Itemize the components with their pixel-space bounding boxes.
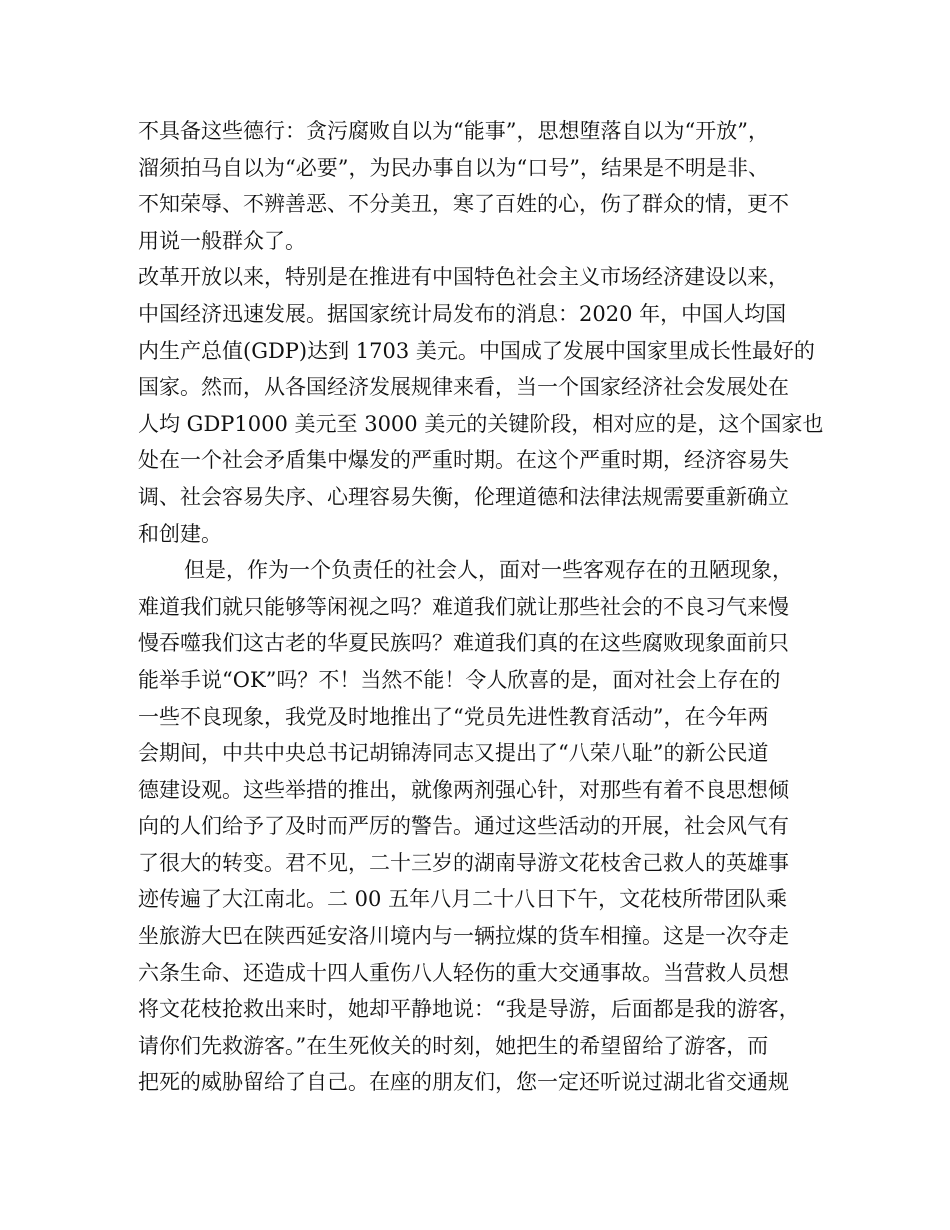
- paragraph-1: [138, 113, 818, 259]
- text-line: 一些不良现象，我党及时地推出了“党员先进性教育活动”，在今年两: [138, 704, 769, 729]
- text-line: 但是，作为一个负责任的社会人，面对一些客观存在的丑陋现象，: [184, 558, 793, 583]
- text-line: 难道我们就只能够等闲视之吗？难道我们就让那些社会的不良习气来慢: [138, 594, 789, 619]
- document-body: [138, 113, 824, 1101]
- text-line: 不知荣辱、不辨善恶、不分美丑，寒了百姓的心，伤了群众的情，更不: [138, 192, 789, 217]
- text-line: 和创建。: [138, 521, 222, 546]
- paragraph-3: [138, 552, 818, 1101]
- text-line: 人均 GDP1000 美元至 3000 美元的关键阶段，相对应的是，这个国家也: [138, 411, 824, 436]
- text-line: 将文花枝抢救出来时，她却平静地说：“我是导游，后面都是我的游客，: [138, 997, 800, 1022]
- text-line: 向的人们给予了及时而严厉的警告。通过这些活动的开展，社会风气有: [138, 814, 789, 839]
- text-line: 内生产总值(GDP)达到 1703 美元。中国成了发展中国家里成长性最好的: [138, 338, 815, 363]
- text-line: 迹传遍了大江南北。二 00 五年八月二十八日下午，文花枝所带团队乘: [138, 887, 788, 912]
- text-line: 能举手说“OK”吗？不！当然不能！令人欣喜的是，面对社会上存在的: [138, 667, 781, 692]
- text-line: 不具备这些德行：贪污腐败自以为“能事”，思想堕落自以为“开放”，: [138, 119, 769, 143]
- text-line: 慢吞噬我们这古老的华夏民族吗？难道我们真的在这些腐败现象面前只: [138, 631, 789, 656]
- text-line: 坐旅游大巴在陕西延安洛川境内与一辆拉煤的货车相撞。这是一次夺走: [138, 924, 789, 949]
- text-line: 调、社会容易失序、心理容易失衡，伦理道德和法律法规需要重新确立: [138, 484, 789, 509]
- text-line: 了很大的转变。君不见，二十三岁的湖南导游文花枝舍己救人的英雄事: [138, 850, 789, 875]
- paragraph-2: [138, 259, 824, 552]
- text-line: 六条生命、还造成十四人重伤八人轻伤的重大交通事故。当营救人员想: [138, 960, 789, 985]
- text-line: 会期间，中共中央总书记胡锦涛同志又提出了“八荣八耻”的新公民道: [138, 741, 769, 766]
- text-line: 溜须拍马自以为“必要”，为民办事自以为“口号”，结果是不明是非、: [138, 155, 769, 180]
- text-line: 处在一个社会矛盾集中爆发的严重时期。在这个严重时期，经济容易失: [138, 448, 789, 473]
- text-line: 用说一般群众了。: [138, 228, 306, 253]
- text-line: 中国经济迅速发展。据国家统计局发布的消息：2020 年，中国人均国: [138, 301, 787, 326]
- text-line: 德建设观。这些举措的推出，就像两剂强心针，对那些有着不良思想倾: [138, 777, 789, 802]
- text-line: 改革开放以来，特别是在推进有中国特色社会主义市场经济建设以来，: [138, 265, 789, 290]
- text-line: 把死的威胁留给了自己。在座的朋友们，您一定还听说过湖北省交通规: [138, 1070, 789, 1095]
- text-line: 国家。然而，从各国经济发展规律来看，当一个国家经济社会发展处在: [138, 375, 789, 400]
- text-line: 请你们先救游客。”在生死攸关的时刻，她把生的希望留给了游客，而: [138, 1033, 769, 1058]
